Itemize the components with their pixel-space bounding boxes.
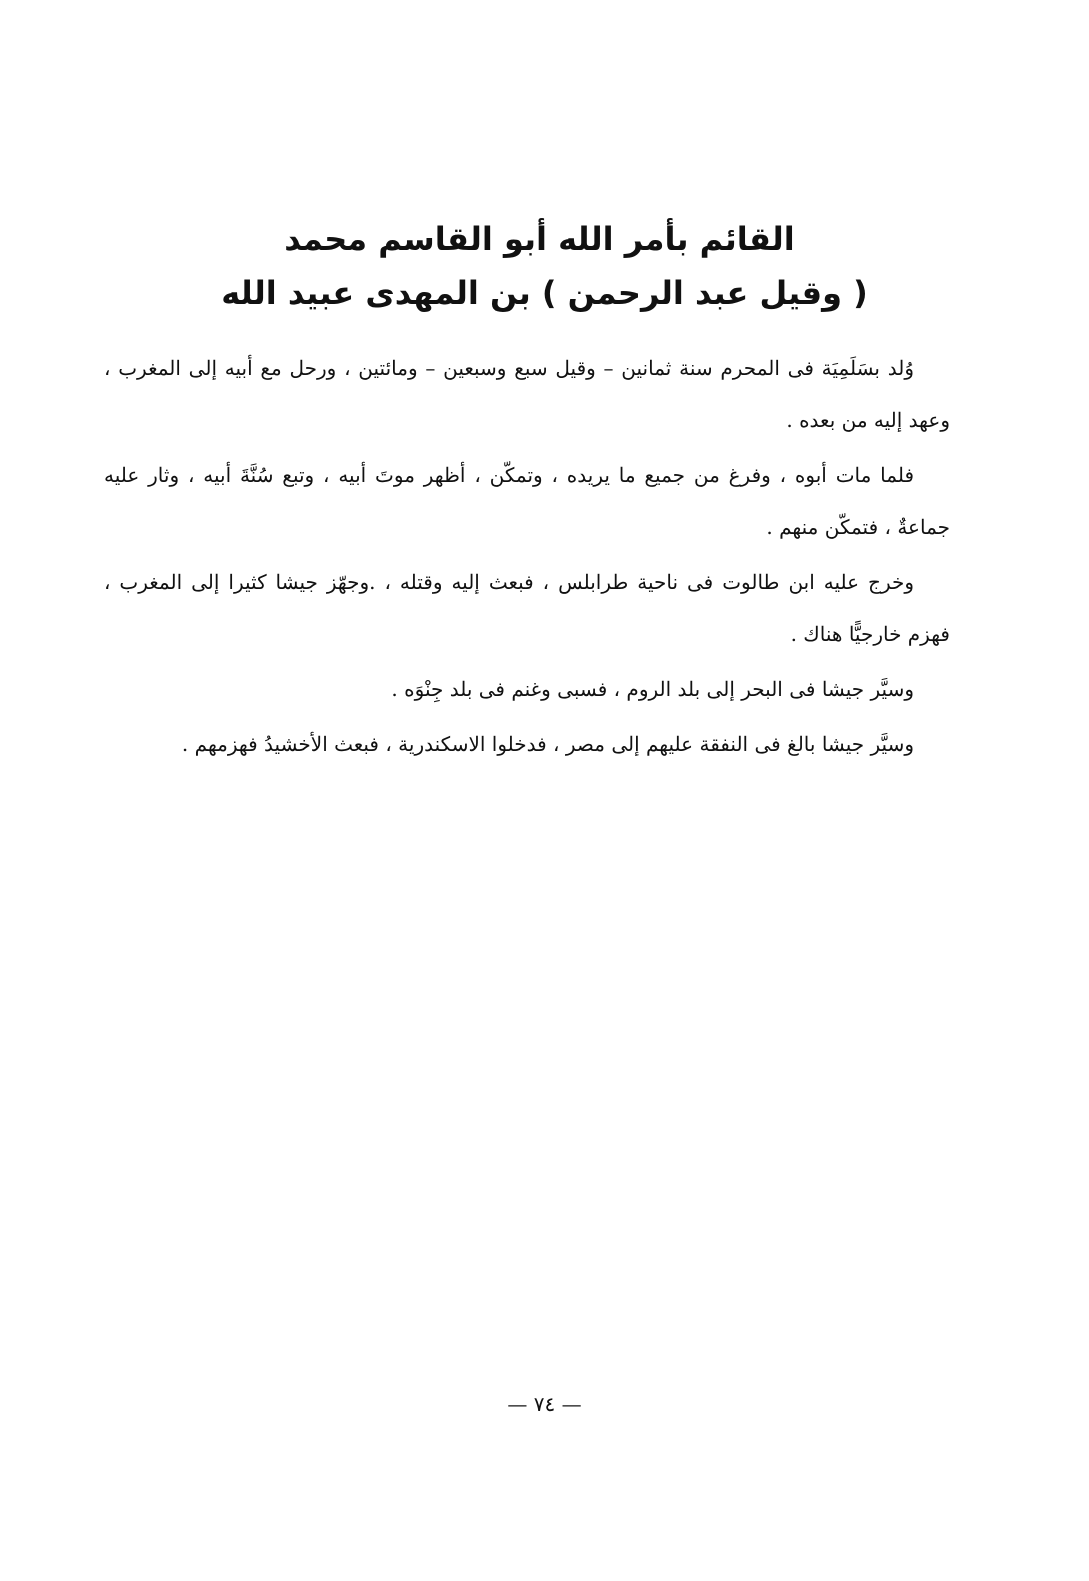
paragraph-2: فلما مات أبوه ، وفرغ من جميع ما يريده ، وتمكّن ، أظهر موتَ أبيه ، وتبع سُنَّةَ أبيه ، وثار عليه جماعةٌ ، فتمكّن منهم . <box>104 463 950 539</box>
title-line-1: القائم بأمر الله أبو القاسم محمد <box>284 220 795 258</box>
paragraph-5: وسيَّر جيشا بالغ فى النفقة عليهم إلى مصر ، فدخلوا الاسكندرية ، فبعث الأخشيدُ فهزمهم . <box>181 732 914 756</box>
page-number: — ٧٤ — <box>507 1392 582 1416</box>
body-text <box>104 342 950 773</box>
paragraph-4: وسيَّر جيشا فى البحر إلى بلد الروم ، فسبى وغنم فى بلد جِنْوَه . <box>391 677 914 701</box>
chapter-title <box>0 212 1089 320</box>
paragraph-3: وخرج عليه ابن طالوت فى ناحية طرابلس ، فبعث إليه وقتله ، .وجهّز جيشا كثيرا إلى المغرب ، فهزم خارجيًّا هناك . <box>104 570 950 646</box>
title-line-2: ( وقيل عبد الرحمن ) بن المهدى عبيد الله <box>221 274 868 312</box>
paragraph-1: وُلد بسَلَمِيَة فى المحرم سنة ثمانين – وقيل سبع وسبعين – ومائتين ، ورحل مع أبيه إلى المغرب ، وعهد إليه من بعده . <box>104 356 950 432</box>
